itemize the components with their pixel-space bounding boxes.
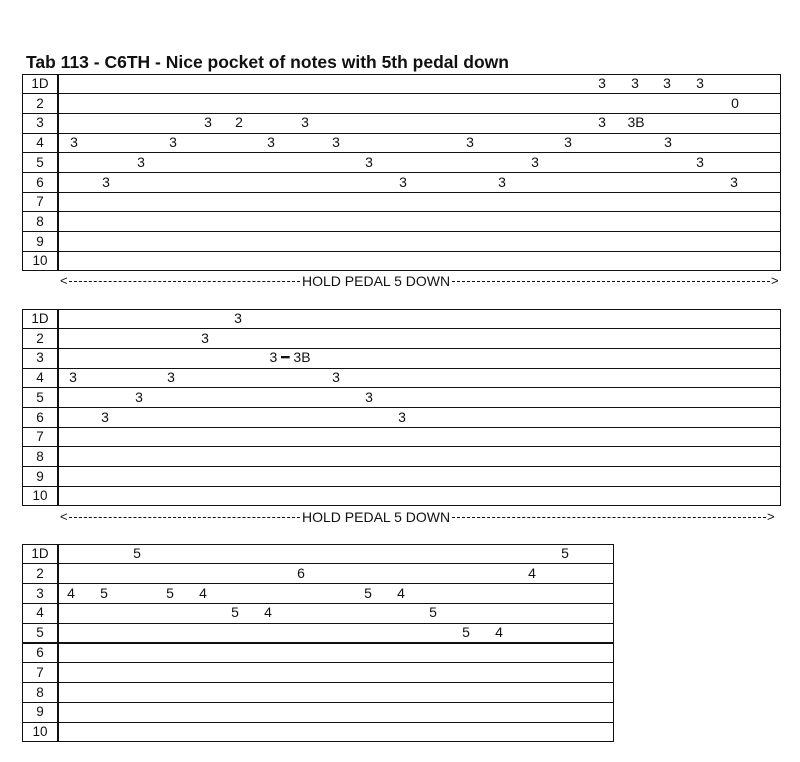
string-label: 2 — [36, 95, 44, 111]
tab-note: 3 — [102, 173, 110, 190]
string-line — [22, 603, 614, 604]
string-line — [22, 563, 614, 564]
tab-note: 3 — [167, 369, 175, 386]
tab-note: 3 — [70, 134, 78, 151]
tab-note: 3 — [234, 310, 242, 326]
tab-note: 3 — [267, 134, 275, 151]
string-line — [22, 113, 781, 114]
dashed-line — [69, 517, 300, 518]
string-label: 7 — [36, 429, 44, 445]
page-title: Tab 113 - C6TH - Nice pocket of notes with 5th pedal down — [26, 52, 509, 72]
tab-staff-1 — [22, 74, 781, 271]
string-line — [22, 211, 781, 212]
tab-note: 2 — [235, 114, 243, 131]
tab-note: 3 — [201, 329, 209, 346]
string-label: 4 — [36, 135, 44, 151]
string-label: 7 — [36, 664, 44, 680]
tab-note: 5 — [364, 584, 372, 601]
tab-note: 3 — [332, 134, 340, 151]
string-label: 3 — [36, 585, 44, 601]
tab-note: 3 — [598, 75, 606, 91]
tab-note: 5 — [100, 584, 108, 601]
tab-note: 5 — [133, 545, 141, 561]
tab-note: 3 ━ 3B — [269, 349, 311, 366]
string-label: 6 — [36, 409, 44, 425]
string-label: 8 — [36, 684, 44, 700]
tab-note: 5 — [231, 604, 239, 621]
string-label: 2 — [36, 330, 44, 346]
string-line — [22, 722, 614, 723]
arrow-left-icon: < — [60, 509, 68, 524]
string-line — [22, 662, 614, 663]
tab-staff-2 — [22, 309, 781, 506]
string-label: 1D — [31, 76, 49, 91]
string-label: 10 — [32, 724, 48, 740]
tab-note: 3 — [696, 153, 704, 170]
tab-note: 3 — [365, 388, 373, 405]
tab-note: 6 — [297, 564, 305, 581]
arrow-right-icon: > — [767, 509, 775, 524]
hold-pedal-label: HOLD PEDAL 5 DOWN — [302, 273, 451, 289]
tab-note: 4 — [264, 604, 272, 621]
string-label: 4 — [36, 370, 44, 386]
tab-note: 3 — [204, 114, 212, 131]
tab-note: 4 — [67, 584, 75, 601]
string-label: 8 — [36, 213, 44, 229]
tab-note: 5 — [561, 545, 569, 561]
tab-note: 3 — [101, 408, 109, 425]
tab-note: 3 — [498, 173, 506, 190]
string-line — [22, 348, 781, 349]
tab-note: 5 — [462, 624, 470, 641]
tab-note: 3 — [564, 134, 572, 151]
tab-note: 3 — [69, 369, 77, 386]
string-label: 5 — [36, 154, 44, 170]
string-label: 4 — [36, 605, 44, 621]
tab-note: 3 — [531, 153, 539, 170]
tab-note: 3 — [398, 408, 406, 425]
dashed-line — [69, 281, 300, 282]
tab-note: 4 — [495, 624, 503, 641]
tab-note: 3B — [627, 114, 645, 131]
tab-note: 3 — [135, 388, 143, 405]
string-label: 9 — [36, 468, 44, 484]
string-label: 7 — [36, 194, 44, 210]
hold-pedal-label: HOLD PEDAL 5 DOWN — [302, 509, 451, 525]
string-line — [22, 466, 781, 467]
tab-note: 3 — [169, 134, 177, 151]
tab-note: 3 — [365, 153, 373, 170]
string-label: 5 — [36, 625, 44, 641]
tab-note: 3 — [466, 134, 474, 151]
tab-note: 4 — [397, 584, 405, 601]
string-label: 1D — [31, 546, 49, 561]
string-label: 3 — [36, 115, 44, 131]
string-label: 10 — [32, 488, 48, 504]
string-label: 9 — [36, 704, 44, 720]
tab-note: 3 — [399, 173, 407, 190]
string-line — [22, 328, 781, 329]
string-line — [22, 702, 614, 703]
tab-note: 3 — [730, 173, 738, 190]
string-label: 5 — [36, 389, 44, 405]
tab-staff-3 — [22, 544, 614, 742]
tab-note: 5 — [429, 604, 437, 621]
string-line — [22, 623, 614, 624]
arrow-right-icon: > — [771, 273, 779, 288]
tab-note: 3 — [696, 75, 704, 91]
hold-pedal-indicator-2 — [60, 509, 775, 525]
string-line — [22, 682, 614, 683]
string-label: 9 — [36, 233, 44, 249]
string-label: 6 — [36, 645, 44, 660]
dashed-line — [452, 517, 766, 518]
tab-note: 3 — [137, 153, 145, 170]
string-line — [22, 642, 614, 643]
arrow-left-icon: < — [60, 273, 68, 288]
tab-note: 0 — [731, 94, 739, 111]
tab-note: 3 — [664, 134, 672, 151]
string-label: 2 — [36, 565, 44, 581]
string-label: 3 — [36, 350, 44, 366]
tab-note: 4 — [199, 584, 207, 601]
tab-note: 3 — [301, 114, 309, 131]
tab-note: 3 — [663, 75, 671, 91]
string-label: 6 — [36, 174, 44, 190]
string-label: 8 — [36, 448, 44, 464]
string-line — [22, 368, 781, 369]
tab-note: 3 — [598, 114, 606, 131]
string-label: 10 — [32, 253, 48, 269]
hold-pedal-indicator-1 — [60, 273, 779, 289]
string-line — [22, 251, 781, 252]
string-line — [22, 583, 614, 584]
tab-note: 4 — [528, 564, 536, 581]
tab-note: 3 — [631, 75, 639, 91]
tab-note: 3 — [332, 369, 340, 386]
dashed-line — [452, 281, 770, 282]
string-line — [22, 231, 781, 232]
string-line — [22, 486, 781, 487]
tab-note: 5 — [166, 584, 174, 601]
string-label: 1D — [31, 311, 49, 326]
string-line — [22, 446, 781, 447]
